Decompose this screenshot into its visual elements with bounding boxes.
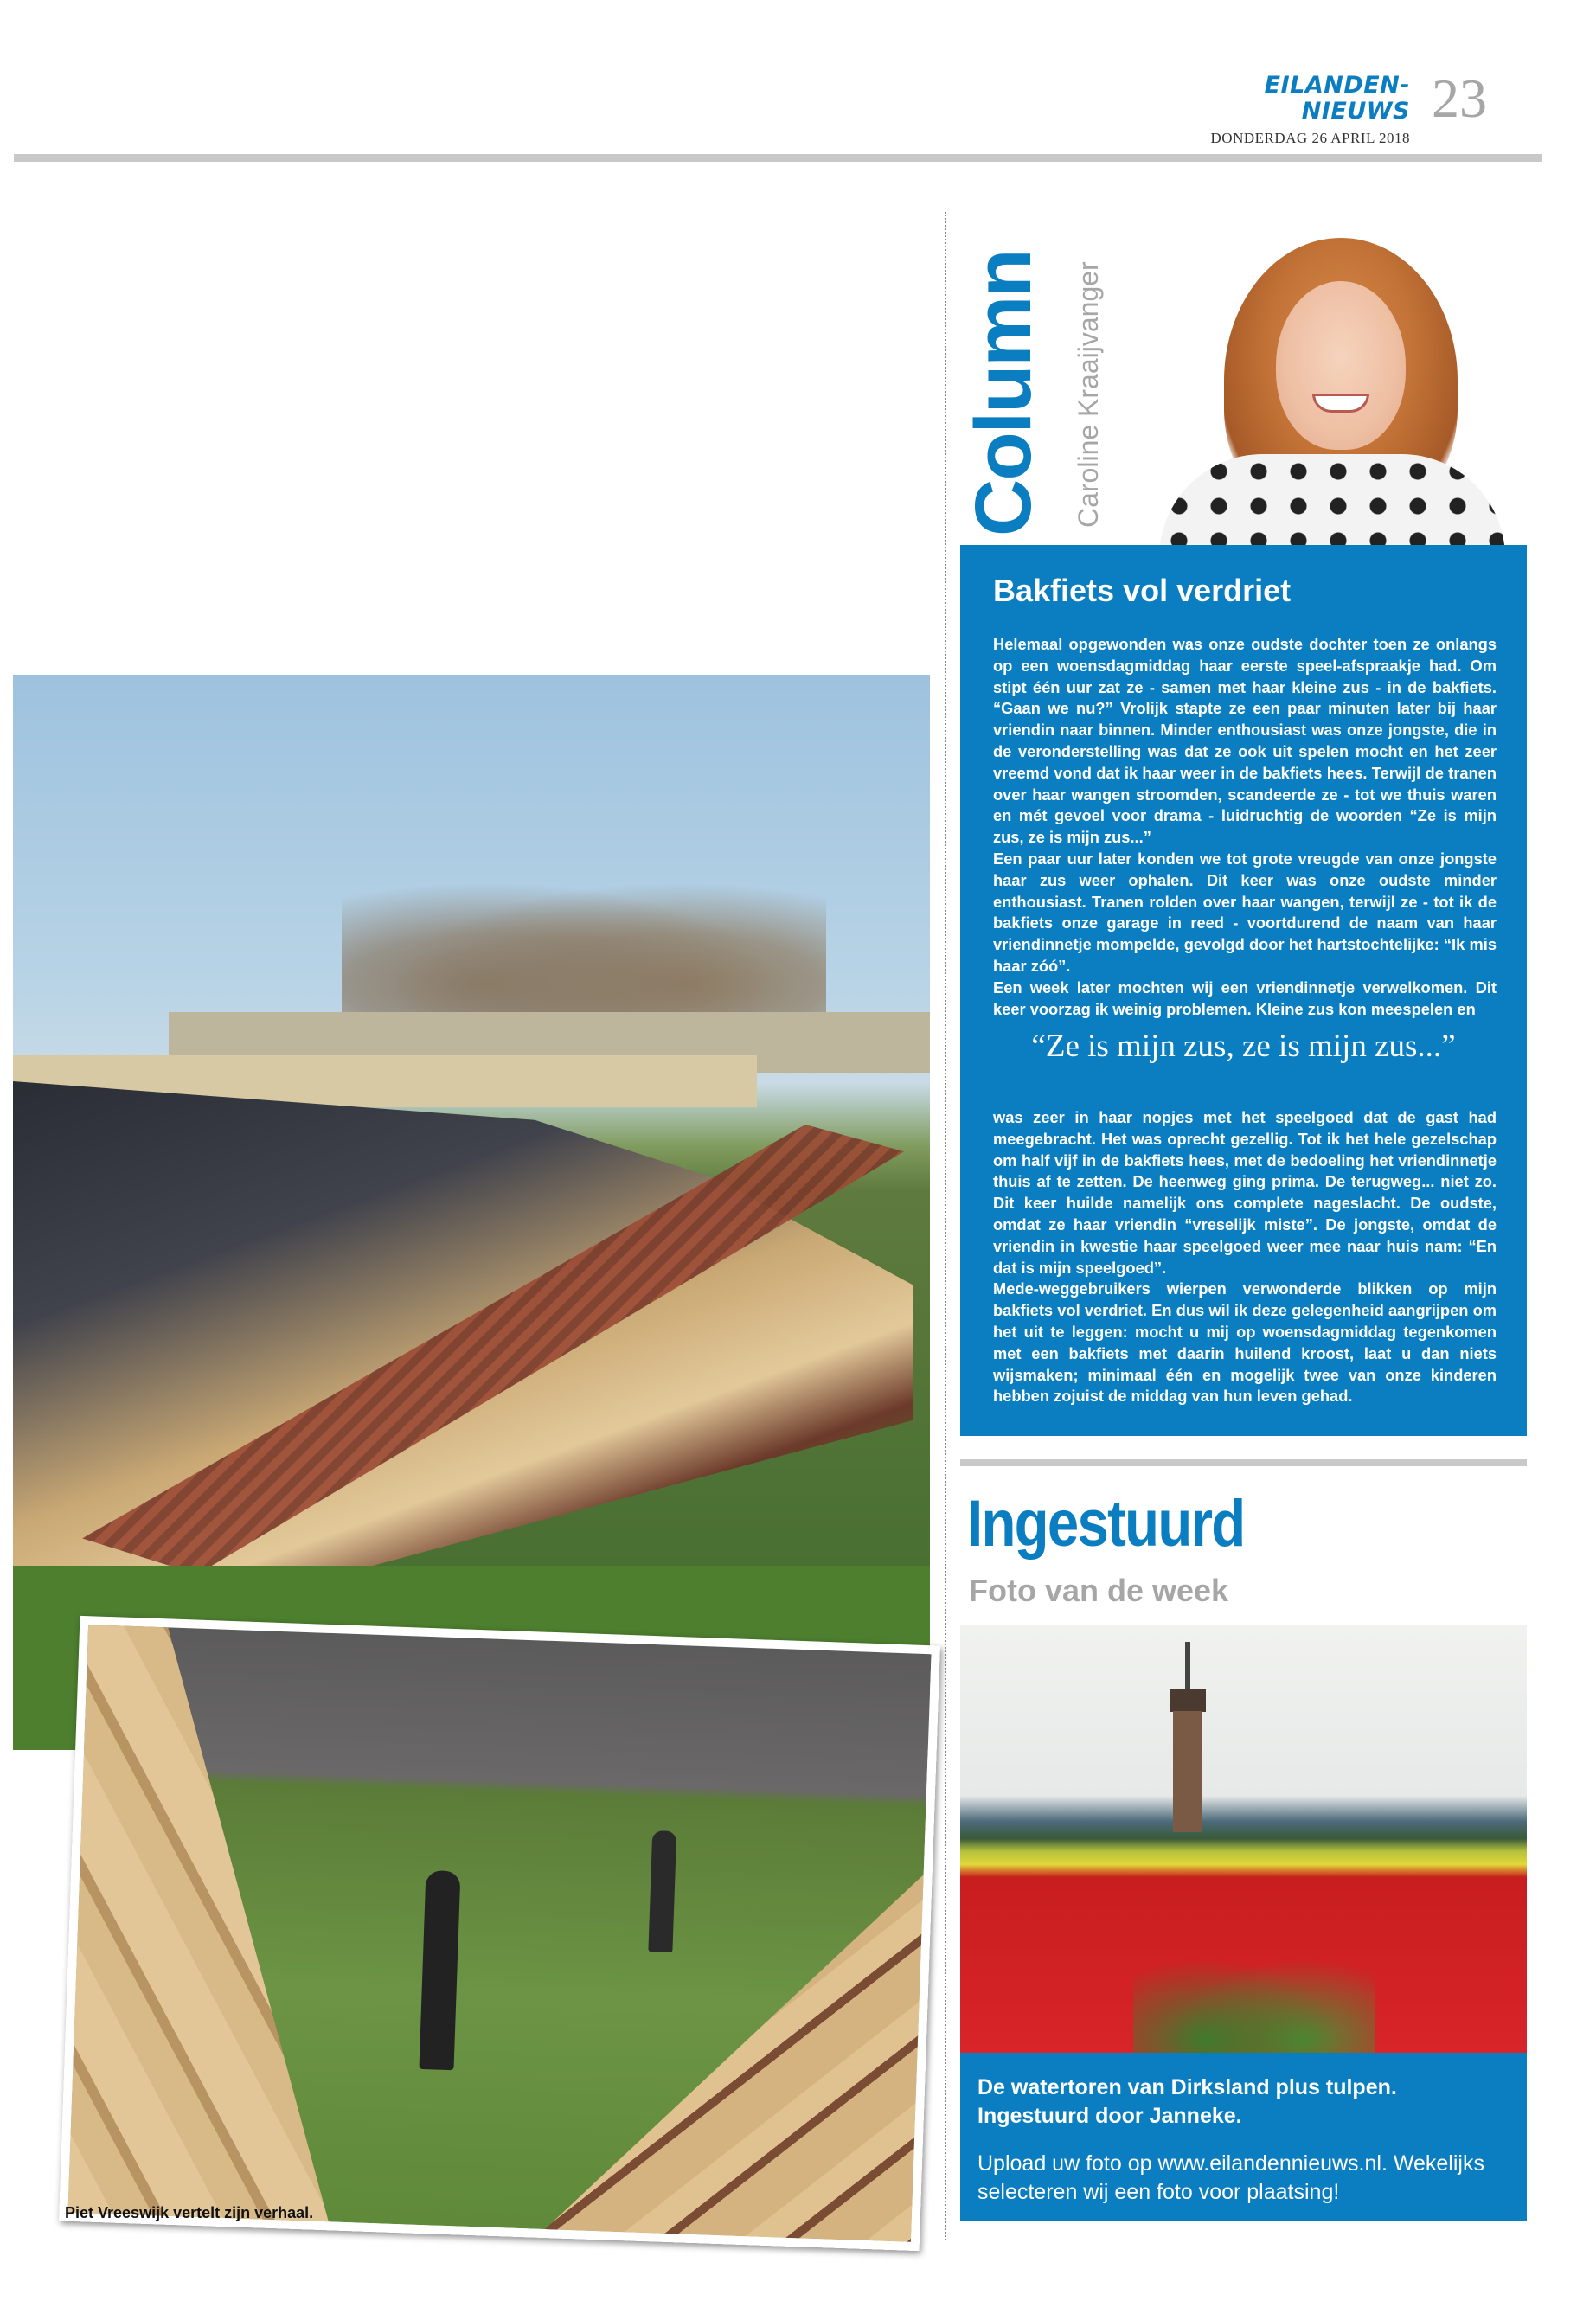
article-headline: Bakfiets vol verdriet: [993, 573, 1292, 608]
water-tower: [1166, 1642, 1209, 1832]
caption-bold: De watertoren van Dirksland plus tulpen. Ingestuurd door Janneke.: [977, 2075, 1397, 2128]
section-subtitle: Foto van de week: [969, 1573, 1229, 1608]
article-body-bottom: [993, 1107, 1497, 1407]
grandstand-photo: [13, 675, 930, 1750]
speaker-figure: [419, 1870, 460, 2070]
paragraph: Mede-weggebruikers wierpen verwonderde blikken op mijn bakfiets vol verdriet. En dus wil ik deze gelegenheid aangrijpen om het uit te leggen: mocht u mij op woensdagmiddag tegenkomen met een bakfiets met daarin huilend kroost, laat u dan niets wijsmaken; minimaal één en mogelijk twee van onze kinderen hebben zojuist de middag van hun leven gehad.: [993, 1279, 1497, 1406]
tower-shaft: [1173, 1711, 1202, 1832]
cameraman-figure: [648, 1830, 676, 1952]
pull-quote: “Ze is mijn zus, ze is mijn zus...”: [1031, 1029, 1456, 1064]
page-number: 23: [1432, 67, 1487, 129]
speaker-inset-photo: [59, 1616, 940, 2251]
newspaper-brand: EILANDEN-NIEUWS: [1264, 72, 1410, 125]
paragraph: was zeer in haar nopjes met het speelgoed dat de gast had meegebracht. Het was oprecht gezellig. Tot ik het hele gezelschap om half vijf in de bakfiets hees, met de bedoeling het vriendinnetje thuis af te zetten. De heenweg ging prima. De terugweg... niet zo. Dit keer huilde namelijk ons complete nageslacht. De oudste, omdat ze haar vriendin “vreselijk miste”. De jongste, omdat de vriendin in kwestie haar speelgoed weer mee naar huis nam: “En dat is mijn speelgoed”.: [993, 1108, 1497, 1277]
column-article: [960, 545, 1527, 1436]
section-title: Ingestuurd: [967, 1487, 1245, 1561]
wooden-beam-right: [482, 1838, 939, 2251]
column-heading: [959, 234, 1104, 536]
column-label: Column: [959, 250, 1048, 536]
tower-top: [1170, 1689, 1206, 1712]
portrait-shirt: [1159, 454, 1505, 545]
masthead: [1194, 73, 1410, 147]
portrait-face: [1276, 281, 1406, 450]
author-portrait: [1142, 234, 1522, 545]
photo-of-the-week: [960, 1625, 1527, 2053]
section-rule: [960, 1459, 1527, 1466]
column-author: Caroline Kraaijvanger: [1073, 261, 1104, 528]
issue-date: DONDERDAG 26 APRIL 2018: [1210, 130, 1410, 146]
upload-invitation: Upload uw foto op www.eilandennieuws.nl. Wekelijks selecteren wij een foto voor plaatsing!: [977, 2151, 1484, 2204]
wooden-beam-left: [59, 1616, 366, 2251]
paragraph: Een week later mochten wij een vriendinnetje verwelkomen. Dit keer voorzag ik weinig problemen. Kleine zus kon meespelen en: [993, 977, 1497, 1018]
paragraph: Een paar uur later konden we tot grote vreugde van onze jongste haar zus weer ophalen. Dit keer was onze oudste minder enthousiast. Tranen rolden over haar wangen, terwijl ze - tot ik de bakfiets onze garage in reed - voortdurend de naam van haar vriendinnetje mompelde, gevolgd door het hartstochtelijke: “Ik mis haar zóó”.: [993, 849, 1497, 975]
column-divider: [945, 212, 946, 2240]
tulip-leaves: [1133, 1936, 1375, 2053]
article-body-top: [993, 634, 1497, 1020]
top-rule: [14, 154, 1542, 162]
tower-spire: [1185, 1642, 1190, 1694]
paragraph: Helemaal opgewonden was onze oudste dochter toen ze onlangs op een woensdagmiddag haar eerste speel-afspraakje had. Om stipt één uur zat ze - samen met haar kleine zus - in de bakfiets. “Gaan we nu?” Vrolijk stapte ze een paar minuten later bij haar vriendin naar binnen. Minder enthousiast was onze jongste, die in de veronderstelling was dat ze ook uit spelen mocht en het zeer vreemd vond dat ik haar weer in de bakfiets hees. Terwijl de tranen over haar wangen stroomden, scandeerde ze - tot we thuis waren en mét gevoel voor drama - luidruchtig de woorden “Ze is mijn zus, ze is mijn zus...”: [993, 635, 1497, 847]
photo-week-caption: [960, 2053, 1527, 2221]
photo-caption: Piet Vreeswijk vertelt zijn verhaal.: [65, 2204, 314, 2221]
